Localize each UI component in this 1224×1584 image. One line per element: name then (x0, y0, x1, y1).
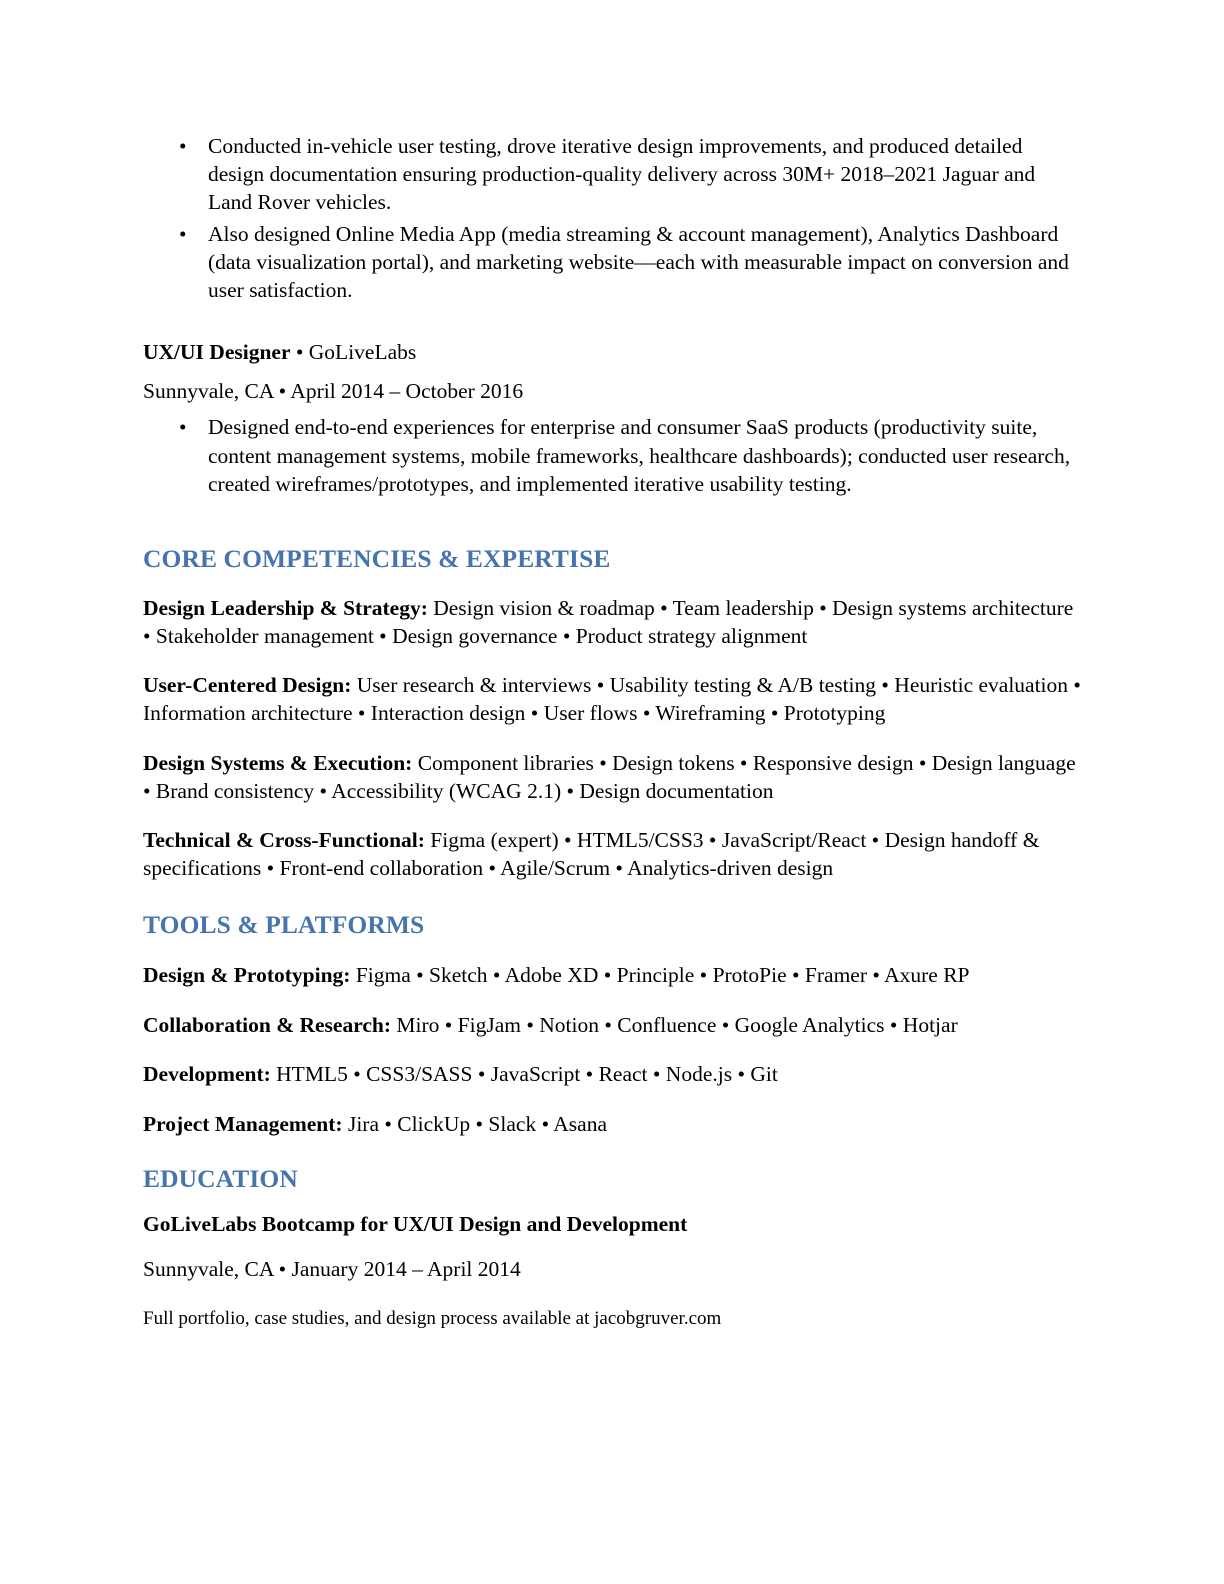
job-role: UX/UI Designer (143, 340, 291, 365)
job-bullets (143, 413, 1081, 497)
competency-row (143, 672, 1081, 728)
education-location-dates: Sunnyvale, CA • January 2014 – April 2014 (143, 1256, 521, 1281)
competency-row (143, 750, 1081, 806)
competency-label: User-Centered Design: (143, 673, 352, 698)
education-program: GoLiveLabs Bootcamp for UX/UI Design and Development (143, 1212, 688, 1237)
list-item-text: Also designed Online Media App (media streaming & account management), Analytics Dashboard (data visualization portal), and marketing website—each with measurable impact on conversion and user satisfaction. (208, 222, 1069, 303)
tool-row (143, 1012, 1081, 1040)
competency-value: Design vision & roadmap • Team leadership • Design systems architecture • Stakeholder management • Design governance • Product strategy alignment (143, 596, 1074, 649)
section-heading-tools-platforms: TOOLS & PLATFORMS (143, 910, 425, 940)
tool-row (143, 1111, 1081, 1139)
job-title-line (143, 338, 1081, 367)
list-item-text: Designed end-to-end experiences for enterprise and consumer SaaS products (productivity suite, content management systems, mobile frameworks, healthcare dashboards); conducted user research, created wireframes/prototypes, and implemented iterative usability testing. (208, 415, 1071, 496)
tool-label: Collaboration & Research: (143, 1012, 392, 1037)
tool-label: Project Management: (143, 1112, 343, 1137)
tool-value: Miro • FigJam • Notion • Confluence • Google Analytics • Hotjar (391, 1012, 958, 1037)
list-item-text: Conducted in-vehicle user testing, drove iterative design improvements, and produced detailed design documentation ensuring production-quality delivery across 30M+ 2018–2021 Jaguar and Land Rover vehicles. (208, 134, 1036, 215)
competency-value: User research & interviews • Usability testing & A/B testing • Heuristic evaluation • Information architecture • Interaction design • User flows • Wireframing • Prototyping (143, 673, 1081, 726)
tool-value: Figma • Sketch • Adobe XD • Principle • ProtoPie • Framer • Axure RP (350, 962, 970, 987)
section-heading-core-competencies: CORE COMPETENCIES & EXPERTISE (143, 543, 611, 573)
bullet-marker-icon: • (179, 134, 187, 158)
tool-label: Development: (143, 1062, 271, 1087)
list-item (143, 132, 1081, 216)
bullet-marker-icon: • (179, 415, 187, 440)
tool-row (143, 962, 1081, 990)
experience-bullets-continued (143, 132, 1081, 304)
job-location-dates: Sunnyvale, CA • April 2014 – October 2016 (143, 378, 524, 403)
competency-label: Design Systems & Execution: (143, 750, 413, 775)
bullet-marker-icon: • (179, 222, 187, 247)
tool-value: HTML5 • CSS3/SASS • JavaScript • React • Node.js • Git (270, 1062, 778, 1087)
job-company: GoLiveLabs (308, 340, 417, 365)
competency-row (143, 827, 1081, 883)
job-separator: • (290, 340, 309, 365)
competency-label: Design Leadership & Strategy: (143, 596, 428, 621)
list-item (143, 220, 1081, 304)
tool-label: Design & Prototyping: (143, 962, 351, 987)
competency-label: Technical & Cross-Functional: (143, 828, 425, 853)
competency-value: Component libraries • Design tokens • Responsive design • Design language • Brand consistency • Accessibility (WCAG 2.1) • Design documentation (143, 750, 1076, 803)
tool-value: Jira • ClickUp • Slack • Asana (342, 1112, 608, 1137)
list-item (143, 413, 1081, 497)
competency-row (143, 595, 1081, 651)
portfolio-note: Full portfolio, case studies, and design process available at jacobgruver.com (143, 1307, 722, 1329)
section-heading-education: EDUCATION (143, 1164, 298, 1194)
tool-row (143, 1061, 1081, 1089)
competency-value: Figma (expert) • HTML5/CSS3 • JavaScript/React • Design handoff & specifications • Front-end collaboration • Agile/Scrum • Analytics-driven design (143, 828, 1040, 881)
job-entry-golivelabs (143, 338, 1081, 497)
